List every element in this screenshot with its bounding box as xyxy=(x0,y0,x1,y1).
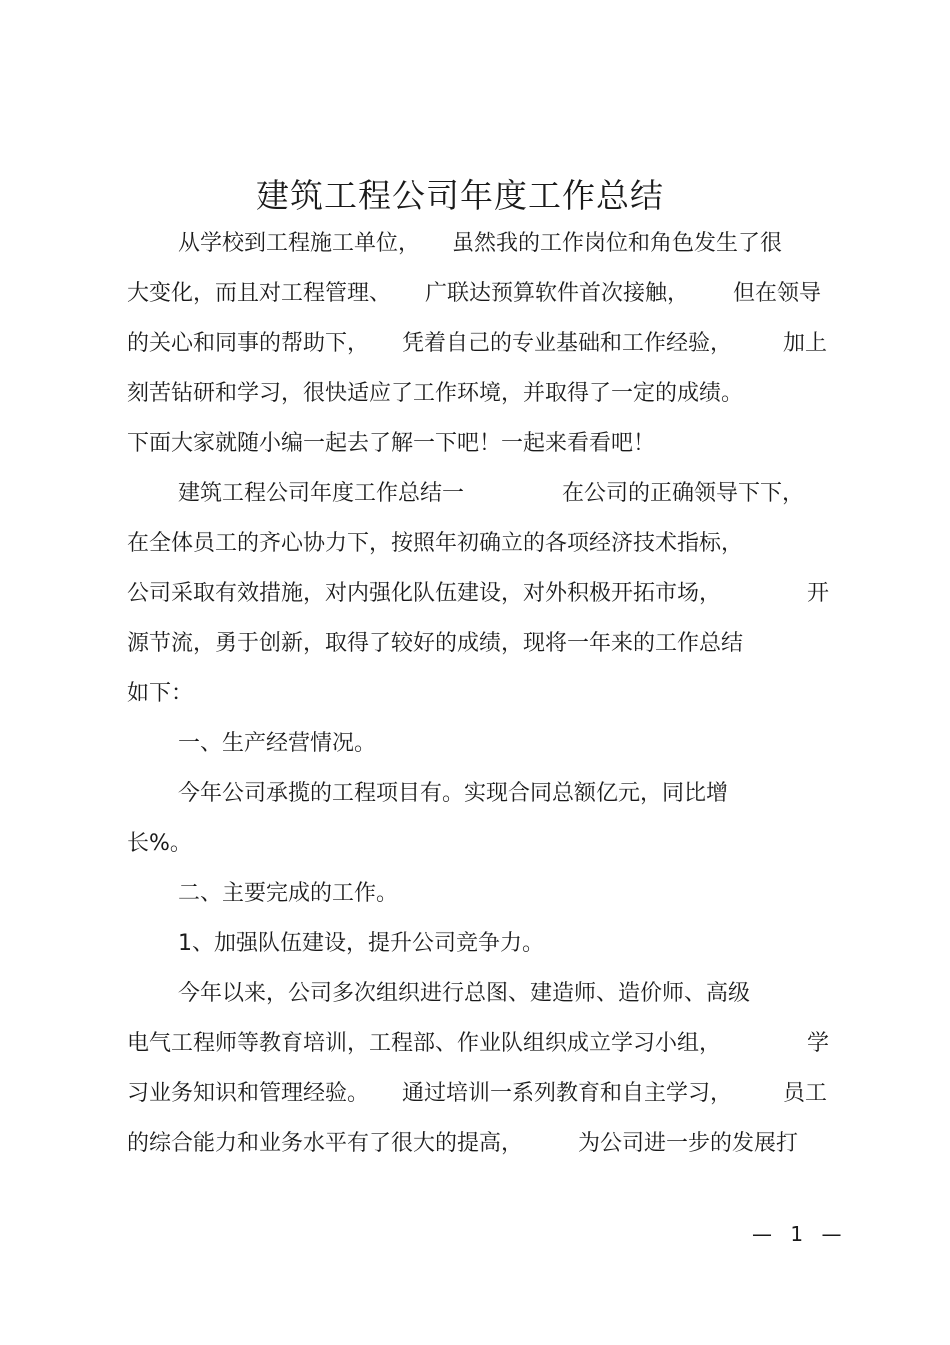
text-line: 刻苦钻研和学习，很快适应了工作环境，并取得了一定的成绩。 xyxy=(127,381,744,406)
text-line: 源节流，勇于创新，取得了较好的成绩，现将一年来的工作总结 xyxy=(127,631,744,656)
document-title: 建筑工程公司年度工作总结 xyxy=(256,176,664,215)
text-line: 大变化，而且对工程管理、 xyxy=(127,281,392,306)
text-line: 在全体员工的齐心协力下，按照年初确立的各项经济技术指标， xyxy=(127,531,744,556)
text-line: 虽然我的工作岗位和角色发生了很 xyxy=(452,231,783,256)
text-line: 习业务知识和管理经验。 xyxy=(127,1081,370,1106)
text-line: 下面大家就随小编一起去了解一下吧！一起来看看吧！ xyxy=(127,431,656,456)
text-line: 建筑工程公司年度工作总结一 xyxy=(178,481,465,506)
text-line: 今年公司承揽的工程项目有。实现合同总额亿元，同比增 xyxy=(178,781,729,806)
text-line: 长%。 xyxy=(127,831,192,856)
text-line: 的关心和同事的帮助下， xyxy=(127,331,370,356)
page-number: — 1 — xyxy=(752,1222,848,1246)
text-line: 公司采取有效措施，对内强化队伍建设，对外积极开拓市场， xyxy=(127,581,722,606)
text-line: 广联达预算软件首次接触， xyxy=(425,281,690,306)
section-heading: 二、主要完成的工作。 xyxy=(178,881,399,906)
text-line: 今年以来，公司多次组织进行总图、建造师、造价师、高级 xyxy=(178,981,751,1006)
text-line: 员工 xyxy=(783,1081,828,1106)
text-line: 电气工程师等教育培训，工程部、作业队组织成立学习小组， xyxy=(127,1031,722,1056)
text-line: 的综合能力和业务水平有了很大的提高， xyxy=(127,1131,524,1156)
text-line: 如下： xyxy=(127,681,194,706)
text-line: 学 xyxy=(807,1031,830,1056)
text-line: 在公司的正确领导下下， xyxy=(562,481,805,506)
text-line: 加上 xyxy=(783,331,828,356)
text-line: 凭着自己的专业基础和工作经验， xyxy=(402,331,733,356)
text-line: 开 xyxy=(807,581,830,606)
text-line: 从学校到工程施工单位， xyxy=(178,231,421,256)
section-heading: 一、生产经营情况。 xyxy=(178,731,377,756)
text-line: 但在领导 xyxy=(733,281,822,306)
text-line: 通过培训一系列教育和自主学习， xyxy=(402,1081,733,1106)
text-line: 为公司进一步的发展打 xyxy=(578,1131,799,1156)
subsection-heading: 1、加强队伍建设，提升公司竞争力。 xyxy=(178,931,544,956)
